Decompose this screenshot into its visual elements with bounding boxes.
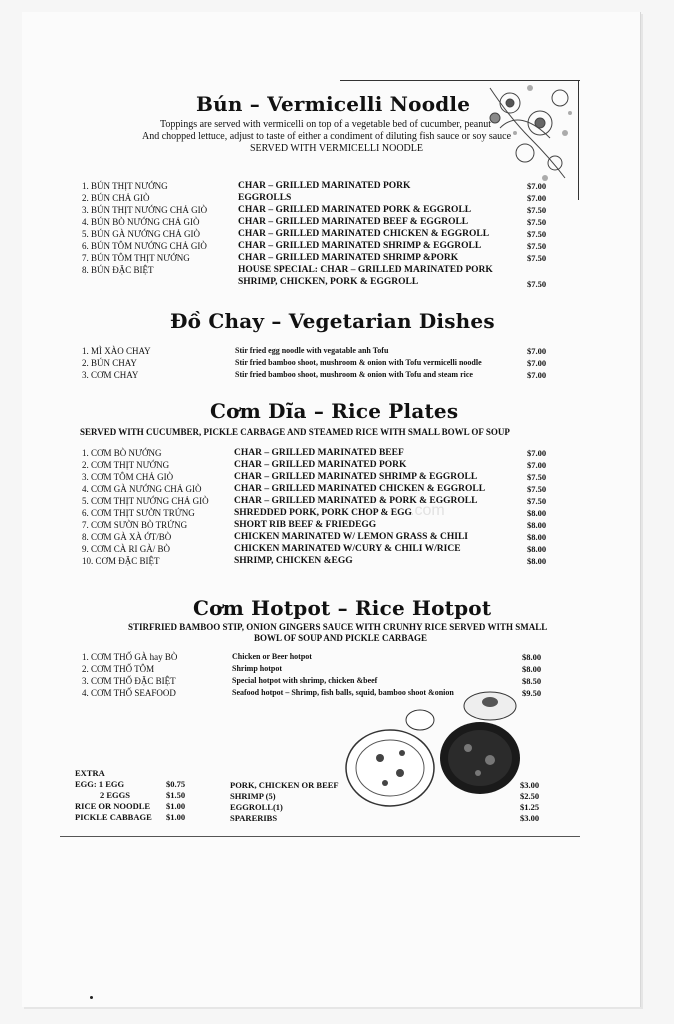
bun-item (0, 193, 674, 205)
bun-item-price: $7.50 (527, 229, 547, 239)
bun-item (0, 265, 674, 277)
comdia-item-name: 3. CƠM TÔM CHẢ GIÒ (82, 472, 174, 482)
chay-item-desc: Stir fried bamboo shoot, mushroom & onion with Tofu vermicelli noodle (235, 358, 482, 367)
hotpot-item-price: $9.50 (522, 688, 542, 698)
bun-item-price: $7.50 (527, 253, 547, 263)
comdia-item-desc: CHAR – GRILLED MARINATED BEEF (234, 448, 404, 458)
comdia-subtitle: SERVED WITH CUCUMBER, PICKLE CARBAGE AND STEAMED RICE WITH SMALL BOWL OF SOUP (80, 427, 510, 437)
comdia-item-name: 1. CƠM BÒ NƯỚNG (82, 448, 162, 458)
chay-item-name: 3. CƠM CHAY (82, 370, 139, 380)
bun-item-price: $7.50 (527, 217, 547, 227)
comdia-title: Cơm Dĩa – Rice Plates (210, 399, 459, 423)
comdia-item (0, 472, 674, 484)
bun-item-name: 8. BÚN ĐẶC BIỆT (82, 265, 154, 275)
bun-item-price: $7.50 (527, 241, 547, 251)
chay-item-desc: Stir fried bamboo shoot, mushroom & onion with Tofu and steam rice (235, 370, 473, 379)
comdia-item-price: $8.00 (527, 520, 547, 530)
extra-right-item-name: SHRIMP (5) (230, 791, 276, 801)
bun-item-desc: CHAR – GRILLED MARINATED SHRIMP &PORK (238, 253, 459, 263)
comdia-item-desc: CHICKEN MARINATED W/ LEMON GRASS & CHILI (234, 532, 469, 542)
bun-item-desc: CHAR – GRILLED MARINATED SHRIMP & EGGROLL (238, 241, 482, 251)
extra-left-item-price: $1.00 (166, 812, 186, 822)
comdia-item-desc: SHREDDED PORK, PORK CHOP & EGG (234, 508, 412, 518)
comdia-item-desc: SHRIMP, CHICKEN &EGG (234, 556, 353, 566)
chay-item-name: 1. MÌ XÀO CHAY (82, 346, 151, 356)
comdia-item-name: 7. CƠM SƯỜN BÒ TRỨNG (82, 520, 188, 530)
extra-left-item-price: $1.00 (166, 801, 186, 811)
comdia-item-name: 6. CƠM THỊT SƯỜN TRỨNG (82, 508, 195, 518)
bun-desc-2: And chopped lettuce, adjust to taste of either a condiment of diluting fish sauce or soy sauce (142, 131, 512, 142)
extra-right-item-price: $3.00 (520, 813, 540, 823)
bun-special-line2: SHRIMP, CHICKEN, PORK & EGGROLL (238, 277, 419, 287)
hotpot-item (0, 688, 674, 700)
bun-desc-3: SERVED WITH VERMICELLI NOODLE (250, 143, 423, 154)
chay-item-price: $7.00 (527, 370, 547, 380)
comdia-item-price: $8.00 (527, 556, 547, 566)
bun-item-name: 4. BÚN BÒ NƯỚNG CHẢ GIÒ (82, 217, 200, 227)
bun-item-price: $7.00 (527, 193, 547, 203)
chay-item (0, 370, 674, 382)
hotpot-title: Cơm Hotpot – Rice Hotpot (193, 596, 492, 620)
hotpot-item (0, 676, 674, 688)
hotpot-illustration (340, 688, 540, 823)
extra-left-item-name: RICE OR NOODLE (75, 801, 151, 811)
hotpot-item-name: 4. CƠM THỐ SEAFOOD (82, 688, 176, 698)
comdia-item-name: 9. CƠM CÀ RI GÀ/ BÒ (82, 544, 171, 554)
comdia-item-name: 8. CƠM GÀ XÀ ỚT/BÒ (82, 532, 172, 542)
hotpot-item-price: $8.00 (522, 664, 542, 674)
bun-special-price: $7.50 (527, 279, 547, 289)
bun-item (0, 241, 674, 253)
bun-item (0, 205, 674, 217)
comdia-item-desc: CHAR – GRILLED MARINATED SHRIMP & EGGROLL (234, 472, 478, 482)
bun-item-desc: CHAR – GRILLED MARINATED PORK (238, 181, 411, 191)
hotpot-item (0, 652, 674, 664)
comdia-item (0, 484, 674, 496)
bun-desc-1: Toppings are served with vermicelli on top of a vegetable bed of cucumber, peanut (160, 119, 492, 130)
comdia-item-price: $8.00 (527, 532, 547, 542)
comdia-item-price: $7.00 (527, 448, 547, 458)
hotpot-item-name: 2. CƠM THỐ TÔM (82, 664, 155, 674)
bun-title: Bún – Vermicelli Noodle (196, 92, 471, 116)
comdia-item (0, 460, 674, 472)
extra-left-item-name: 2 EGGS (100, 790, 130, 800)
extra-right-item-price: $3.00 (520, 780, 540, 790)
hotpot-item (0, 664, 674, 676)
hotpot-item-desc: Special hotpot with shrimp, chicken &beef (232, 676, 378, 685)
comdia-item-desc: CHAR – GRILLED MARINATED PORK (234, 460, 407, 470)
hotpot-item-name: 1. CƠM THỐ GÀ hay BÒ (82, 652, 178, 662)
chay-item (0, 358, 674, 370)
watermark: .com (410, 502, 445, 519)
bun-item-desc: CHAR – GRILLED MARINATED PORK & EGGROLL (238, 205, 472, 215)
bun-item (0, 181, 674, 193)
bun-item-desc: EGGROLLS (238, 193, 292, 203)
bun-item-name: 5. BÚN GÀ NƯỚNG CHẢ GIÒ (82, 229, 200, 239)
comdia-item-desc: SHORT RIB BEEF & FRIEDEGG (234, 520, 377, 530)
extra-left-item-price: $1.50 (166, 790, 186, 800)
comdia-item-price: $7.50 (527, 484, 547, 494)
bun-item-desc: CHAR – GRILLED MARINATED CHICKEN & EGGROLL (238, 229, 490, 239)
hotpot-item-desc: Chicken or Beer hotpot (232, 652, 312, 661)
chay-item-price: $7.00 (527, 358, 547, 368)
comdia-item-price: $7.00 (527, 460, 547, 470)
comdia-item (0, 544, 674, 556)
bun-item-price: $7.50 (527, 205, 547, 215)
bun-item (0, 253, 674, 265)
extra-left-item-name: PICKLE CABBAGE (75, 812, 152, 822)
chay-item (0, 346, 674, 358)
bun-item-name: 6. BÚN TÔM NƯỚNG CHẢ GIÒ (82, 241, 207, 251)
comdia-item-price: $8.00 (527, 544, 547, 554)
comdia-item (0, 448, 674, 460)
bun-item-desc: HOUSE SPECIAL: CHAR – GRILLED MARINATED PORK (238, 265, 493, 275)
hotpot-item-price: $8.50 (522, 676, 542, 686)
chay-item-desc: Stir fried egg noodle with vegatable anh Tofu (235, 346, 389, 355)
comdia-item-price: $8.00 (527, 508, 547, 518)
hotpot-item-desc: Shrimp hotpot (232, 664, 283, 673)
chay-item-name: 2. BÚN CHAY (82, 358, 137, 368)
hotpot-item-name: 3. CƠM THỐ ĐẶC BIỆT (82, 676, 176, 686)
bun-item (0, 217, 674, 229)
comdia-item (0, 496, 674, 508)
extra-left-item-price: $0.75 (166, 779, 186, 789)
comdia-item-price: $7.50 (527, 496, 547, 506)
hotpot-item-desc: Seafood hotpot – Shrimp, fish balls, squid, bamboo shoot &onion (232, 688, 454, 697)
comdia-item-desc: CHAR – GRILLED MARINATED & PORK & EGGROLL (234, 496, 478, 506)
bun-item-name: 3. BÚN THỊT NƯỚNG CHẢ GIÒ (82, 205, 208, 215)
comdia-item-price: $7.50 (527, 472, 547, 482)
extra-right-item-price: $2.50 (520, 791, 540, 801)
extra-right-item-name: SPARERIBS (230, 813, 278, 823)
comdia-item (0, 508, 674, 520)
hotpot-item-price: $8.00 (522, 652, 542, 662)
extra-left-item-name: EGG: 1 EGG (75, 779, 125, 789)
comdia-item-name: 5. CƠM THỊT NƯỚNG CHẢ GIÒ (82, 496, 209, 506)
comdia-item (0, 520, 674, 532)
comdia-item-name: 2. CƠM THỊT NƯỚNG (82, 460, 170, 470)
comdia-item (0, 532, 674, 544)
extra-title: EXTRA (75, 768, 105, 778)
extra-right-item-price: $1.25 (520, 802, 540, 812)
comdia-item-name: 10. CƠM ĐẶC BIỆT (82, 556, 160, 566)
comdia-item-desc: CHICKEN MARINATED W/CURY & CHILI W/RICE (234, 544, 461, 554)
hotpot-subtitle-1: STIRFRIED BAMBOO STIP, ONION GINGERS SAUCE WITH CRUNHY RICE SERVED WITH SMALL (128, 622, 548, 632)
extra-right-item-name: PORK, CHICKEN OR BEEF (230, 780, 339, 790)
comdia-item-desc: CHAR – GRILLED MARINATED CHICKEN & EGGROLL (234, 484, 486, 494)
bun-item-name: 7. BÚN TÔM THỊT NƯỚNG (82, 253, 190, 263)
comdia-item (0, 556, 674, 568)
comdia-item-name: 4. CƠM GÀ NƯỚNG CHẢ GIÒ (82, 484, 202, 494)
bun-item (0, 229, 674, 241)
page-mark (90, 996, 93, 999)
bun-item-name: 1. BÚN THỊT NƯỚNG (82, 181, 168, 191)
extra-right-item-name: EGGROLL(1) (230, 802, 283, 812)
chay-item-price: $7.00 (527, 346, 547, 356)
bun-item-desc: CHAR – GRILLED MARINATED BEEF & EGGROLL (238, 217, 469, 227)
bun-item-price: $7.00 (527, 181, 547, 191)
chay-title: Đồ Chay – Vegetarian Dishes (170, 309, 495, 333)
hotpot-subtitle-2: BOWL OF SOUP AND PICKLE CARBAGE (254, 633, 427, 643)
frame-bottom-border (60, 836, 580, 837)
bun-item-name: 2. BÚN CHẢ GIÒ (82, 193, 150, 203)
